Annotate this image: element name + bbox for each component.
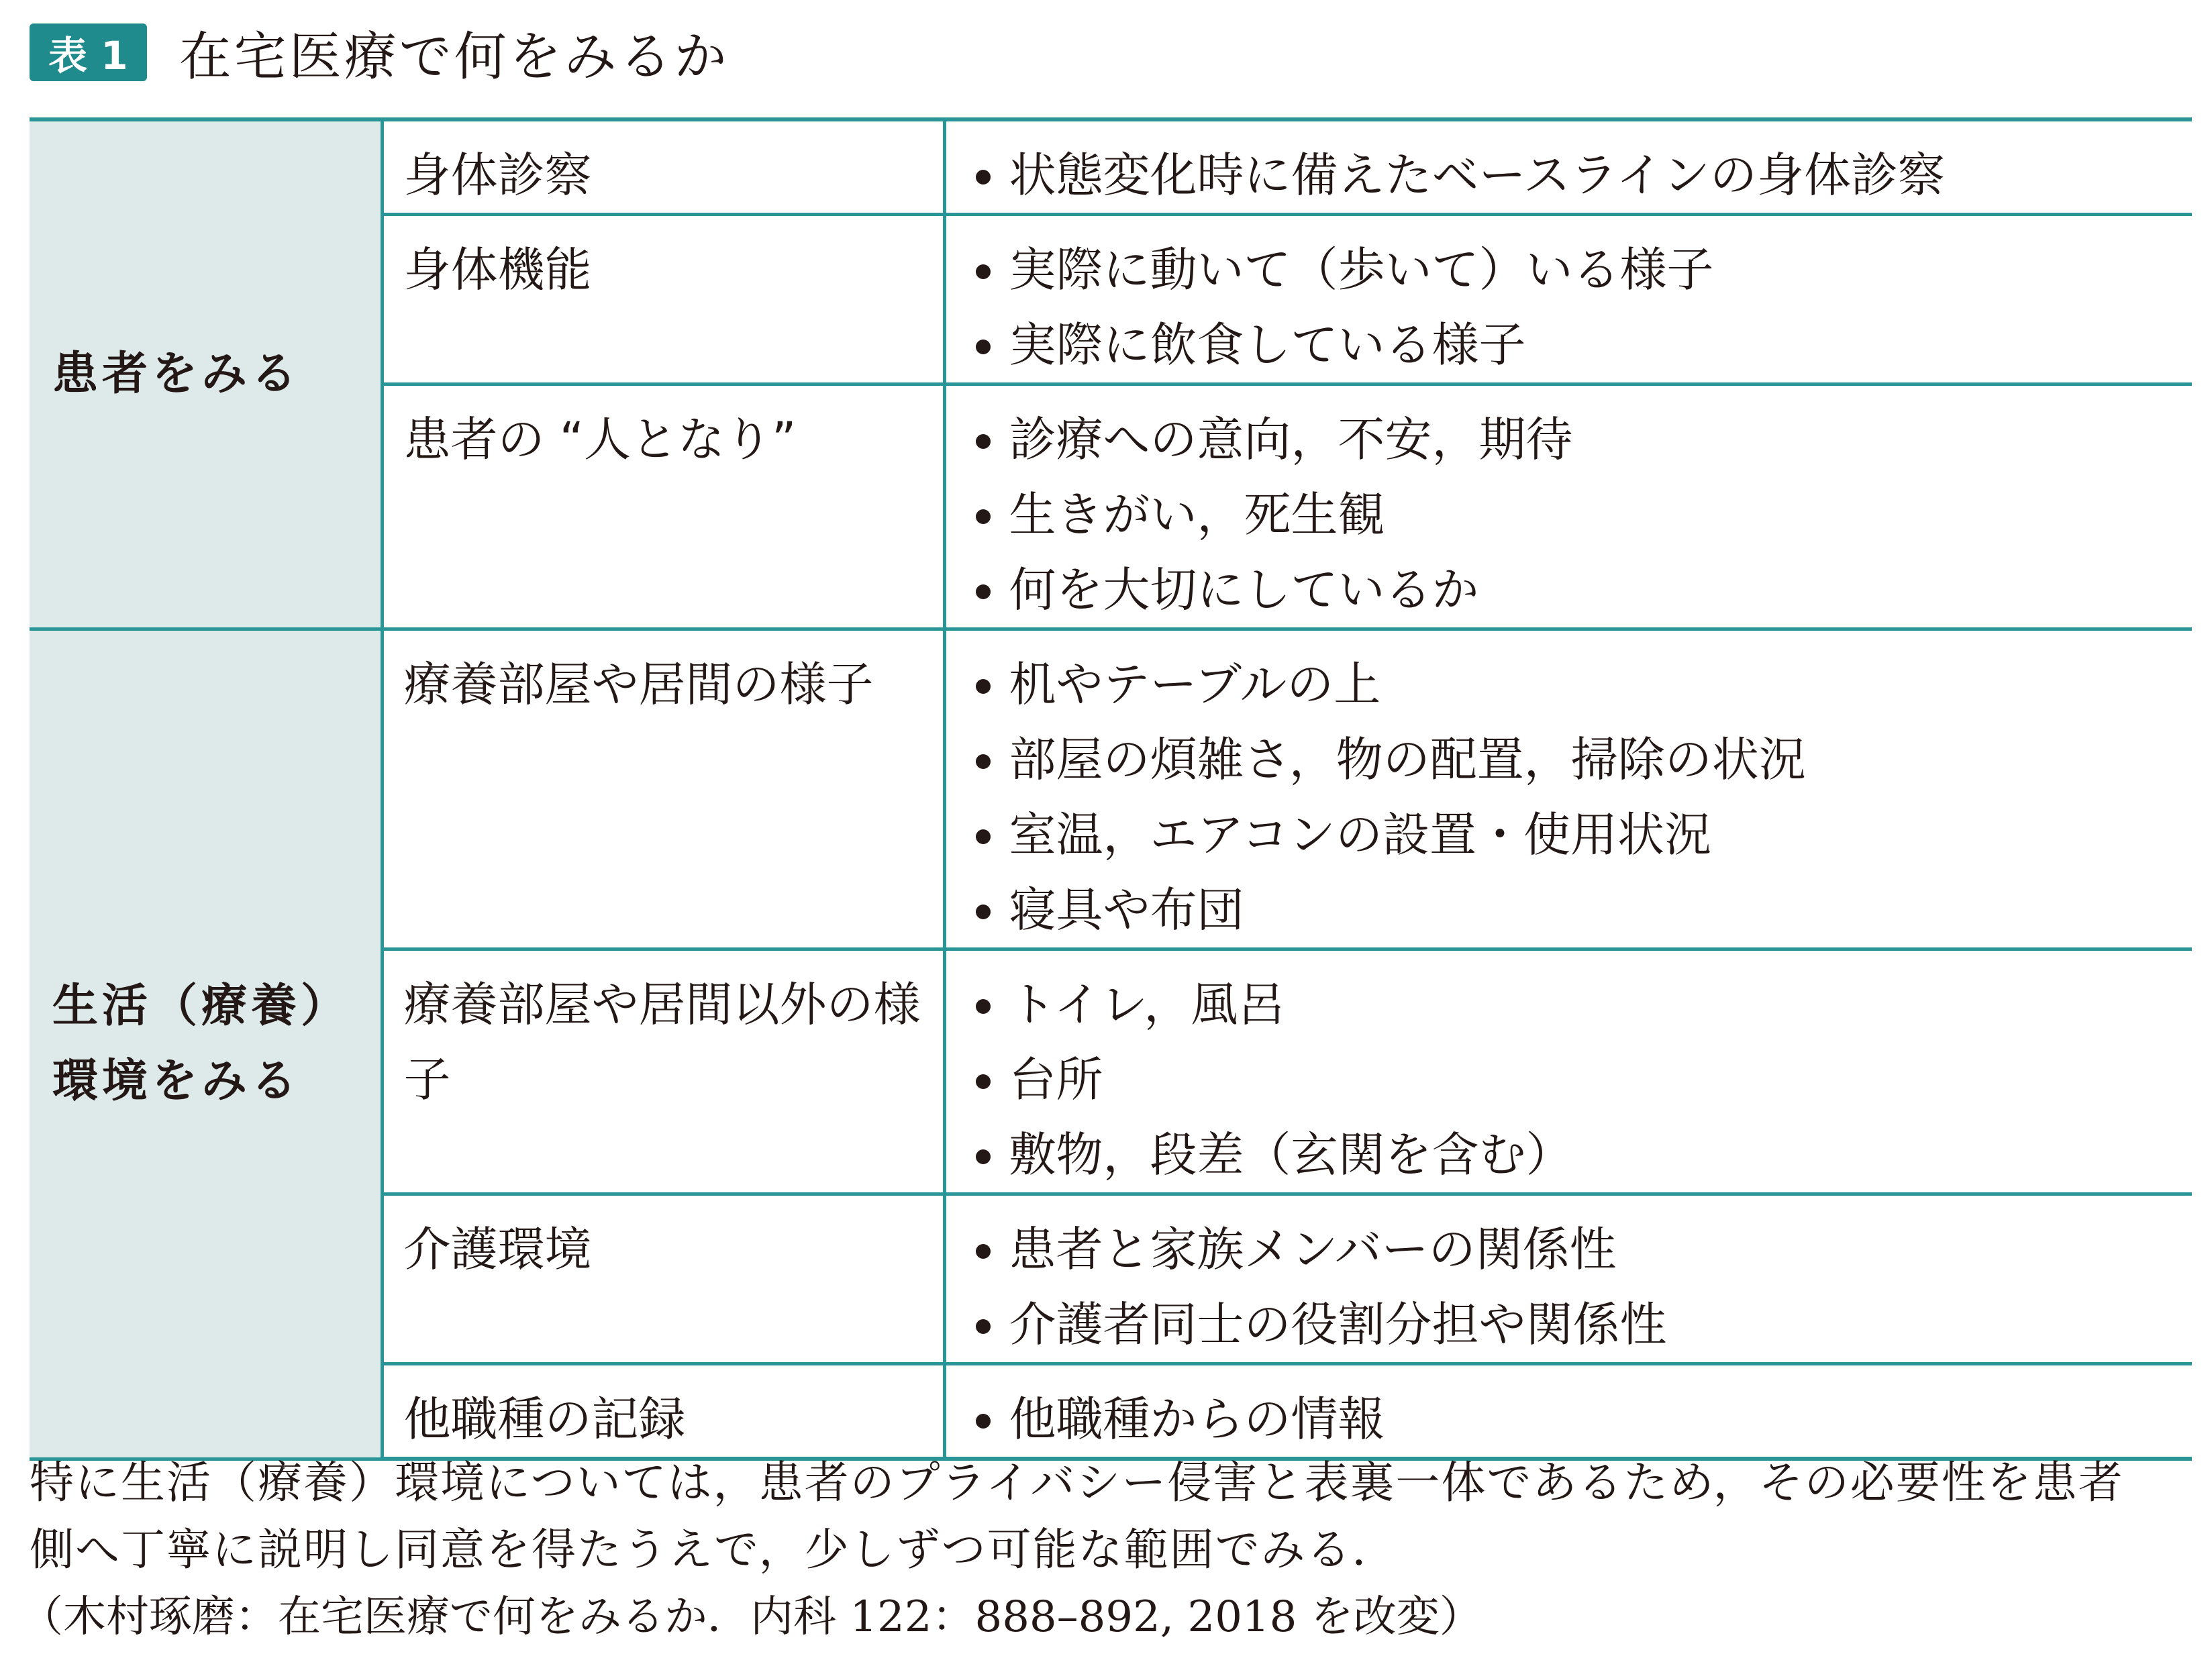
note-line: 特に生活（療養）環境については，患者のプライバシー侵害と表裏一体であるため，その必要性を患者 bbox=[30, 1457, 2124, 1508]
observation-table bbox=[30, 117, 2192, 1461]
subject-cell: 介護環境 bbox=[382, 1194, 944, 1364]
list-item: 何を大切にしているか bbox=[976, 552, 2186, 627]
items-cell bbox=[944, 1194, 2192, 1364]
list-item: 部屋の煩雑さ，物の配置，掃除の状況 bbox=[976, 722, 2186, 797]
category-cell bbox=[30, 119, 382, 629]
list-item: 他職種からの情報 bbox=[976, 1382, 2186, 1457]
source-citation: （木村琢磨：在宅医療で何をみるか．内科 122：888–892, 2018 を改変） bbox=[20, 1592, 1482, 1642]
items-cell bbox=[944, 629, 2192, 949]
items-cell bbox=[944, 949, 2192, 1194]
subject-cell: 身体診察 bbox=[382, 119, 944, 215]
items-cell bbox=[944, 215, 2192, 384]
list-item: 生きがい，死生観 bbox=[976, 477, 2186, 552]
category-label: 生活（療養） bbox=[52, 979, 351, 1033]
note-line: 側へ丁寧に説明し同意を得たうえで，少しずつ可能な範囲でみる． bbox=[30, 1524, 1398, 1575]
list-item: 実際に飲食している様子 bbox=[976, 307, 2186, 382]
list-item: 実際に動いて（歩いて）いる様子 bbox=[976, 232, 2186, 307]
list-item: 状態変化時に備えたベースラインの身体診察 bbox=[976, 138, 2186, 213]
subject-cell: 患者の “人となり” bbox=[382, 384, 944, 629]
table-row bbox=[30, 119, 2192, 215]
table-note bbox=[30, 1449, 2197, 1584]
list-item: トイレ，風呂 bbox=[976, 967, 2186, 1042]
list-item: 室温，エアコンの設置・使用状況 bbox=[976, 797, 2186, 872]
list-item: 患者と家族メンバーの関係性 bbox=[976, 1212, 2186, 1287]
table-title: 在宅医療で何をみるか bbox=[179, 27, 730, 87]
table-row bbox=[30, 629, 2192, 949]
list-item: 寝具や布団 bbox=[976, 872, 2186, 947]
category-label: 環境をみる bbox=[52, 1054, 301, 1108]
category-label: 患者をみる bbox=[52, 348, 301, 401]
subject-cell: 療養部屋や居間の様子 bbox=[382, 629, 944, 949]
items-cell bbox=[944, 119, 2192, 215]
subject-cell: 身体機能 bbox=[382, 215, 944, 384]
subject-cell: 療養部屋や居間以外の様子 bbox=[382, 949, 944, 1194]
table-heading bbox=[30, 19, 730, 86]
items-cell bbox=[944, 384, 2192, 629]
subject-cell: 他職種の記録 bbox=[382, 1364, 944, 1459]
list-item: 介護者同士の役割分担や関係性 bbox=[976, 1287, 2186, 1362]
list-item: 診療への意向，不安，期待 bbox=[976, 402, 2186, 477]
list-item: 台所 bbox=[976, 1042, 2186, 1117]
list-item: 机やテーブルの上 bbox=[976, 647, 2186, 722]
table-number-badge: 表 1 bbox=[30, 23, 147, 81]
list-item: 敷物，段差（玄関を含む） bbox=[976, 1117, 2186, 1192]
items-cell bbox=[944, 1364, 2192, 1459]
category-cell bbox=[30, 629, 382, 1459]
